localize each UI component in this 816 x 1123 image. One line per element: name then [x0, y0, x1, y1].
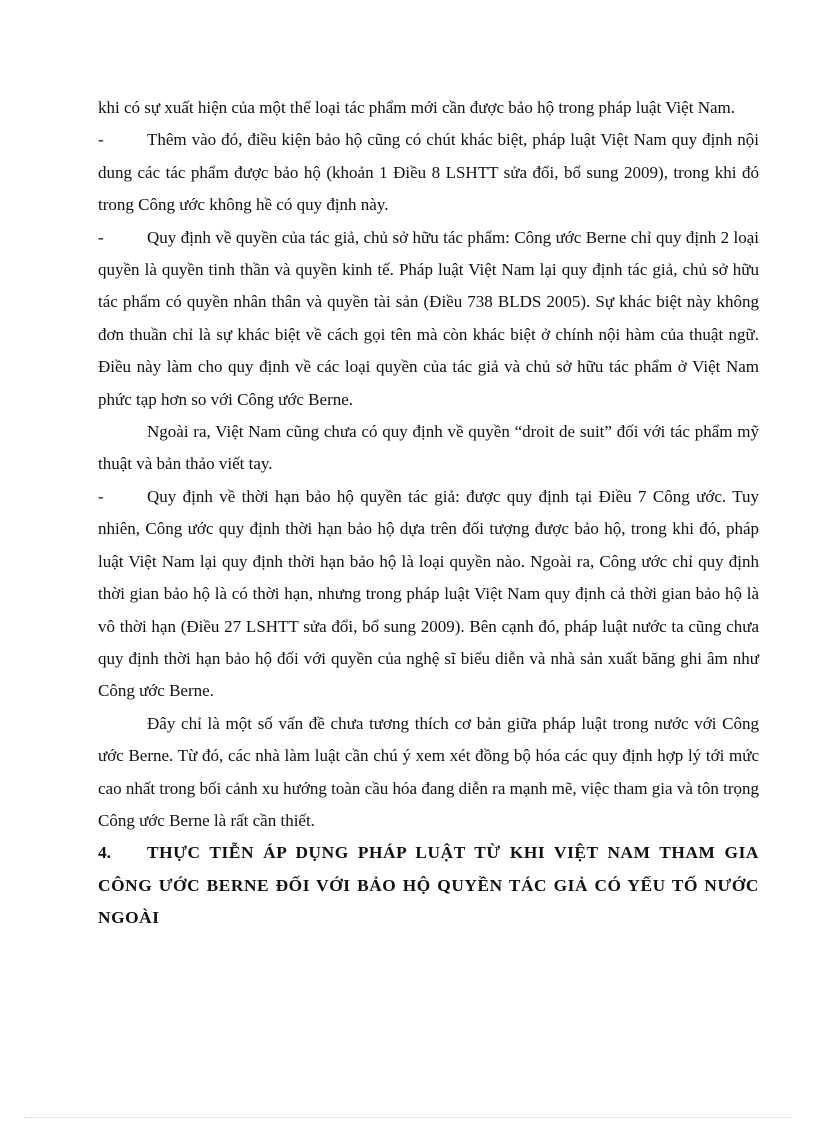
paragraph-droit-de-suit: Ngoài ra, Việt Nam cũng chưa có quy định về quyền “droit de suit” đối với tác phẩm mỹ thuật và bản thảo viết tay.: [98, 422, 759, 474]
bullet-text: Thêm vào đó, điều kiện bảo hộ cũng có chút khác biệt, pháp luật Việt Nam quy định nội dung các tác phẩm được bảo hộ (khoản 1 Điều 8 LSHTT sửa đổi, bổ sung 2009), trong khi đó trong Công ước không hề có quy định này.: [98, 130, 759, 215]
page-bottom-divider: [24, 1117, 792, 1118]
bullet-paragraph-protection-conditions: [98, 124, 759, 221]
bullet-marker: -: [98, 486, 104, 506]
paragraph-conclusion: Đây chỉ là một số vấn đề chưa tương thích cơ bản giữa pháp luật trong nước với Công ước Berne. Từ đó, các nhà làm luật cần chú ý xem xét đồng bộ hóa các quy định hợp lý tới mức cao nhất trong bối cảnh xu hướng toàn cầu hóa đang diễn ra mạnh mẽ, việc tham gia và tôn trọng Công ước Berne là rất cần thiết.: [98, 713, 759, 830]
bullet-text: Quy định về thời hạn bảo hộ quyền tác giả: được quy định tại Điều 7 Công ước. Tuy nhiên, Công ước quy định thời hạn bảo hộ dựa trên đối tượng được bảo hộ, trong khi đó, pháp luật Việt Nam lại quy định thời hạn bảo hộ là loại quyền nào. Ngoài ra, Công ước chỉ quy định thời gian bảo hộ là có thời hạn, nhưng trong pháp luật Việt Nam quy định cả thời gian bảo hộ là vô thời hạn (Điều 27 LSHTT sửa đổi, bổ sung 2009). Bên cạnh đó, pháp luật nước ta cũng chưa quy định thời hạn bảo hộ đối với quyền của nghệ sĩ biểu diễn và nhà sản xuất băng ghi âm như Công ước Berne.: [98, 486, 759, 701]
section-heading-text: THỰC TIỄN ÁP DỤNG PHÁP LUẬT TỪ KHI VIỆT NAM THAM GIA CÔNG ƯỚC BERNE ĐỐI VỚI BẢO HỘ QUYỀN TÁC GIẢ CÓ YẾU TỐ NƯỚC NGOÀI: [98, 843, 759, 928]
bullet-marker: -: [98, 130, 104, 150]
bullet-text: Quy định về quyền của tác giả, chủ sở hữu tác phẩm: Công ước Berne chỉ quy định 2 loại quyền là quyền tinh thần và quyền kinh tế. Pháp luật Việt Nam lại quy định tác giả, chủ sở hữu tác phẩm có quyền nhân thân và quyền tài sản (Điều 738 BLDS 2005). Sự khác biệt này không đơn thuần chỉ là sự khác biệt về cách gọi tên mà còn khác biệt ở chính nội hàm của thuật ngữ. Điều này làm cho quy định về các loại quyền của tác giả và chủ sở hữu tác phẩm ở Việt Nam phức tạp hơn so với Công ước Berne.: [98, 227, 759, 409]
document-page: [98, 92, 759, 935]
paragraph-continuation: khi có sự xuất hiện của một thể loại tác phẩm mới cần được bảo hộ trong pháp luật Việt Nam.: [98, 98, 735, 117]
bullet-paragraph-protection-term: [98, 481, 759, 708]
bullet-paragraph-author-rights: [98, 222, 759, 416]
bullet-marker: -: [98, 227, 104, 247]
section-heading: [98, 837, 759, 934]
section-heading-number: 4.: [98, 843, 111, 863]
